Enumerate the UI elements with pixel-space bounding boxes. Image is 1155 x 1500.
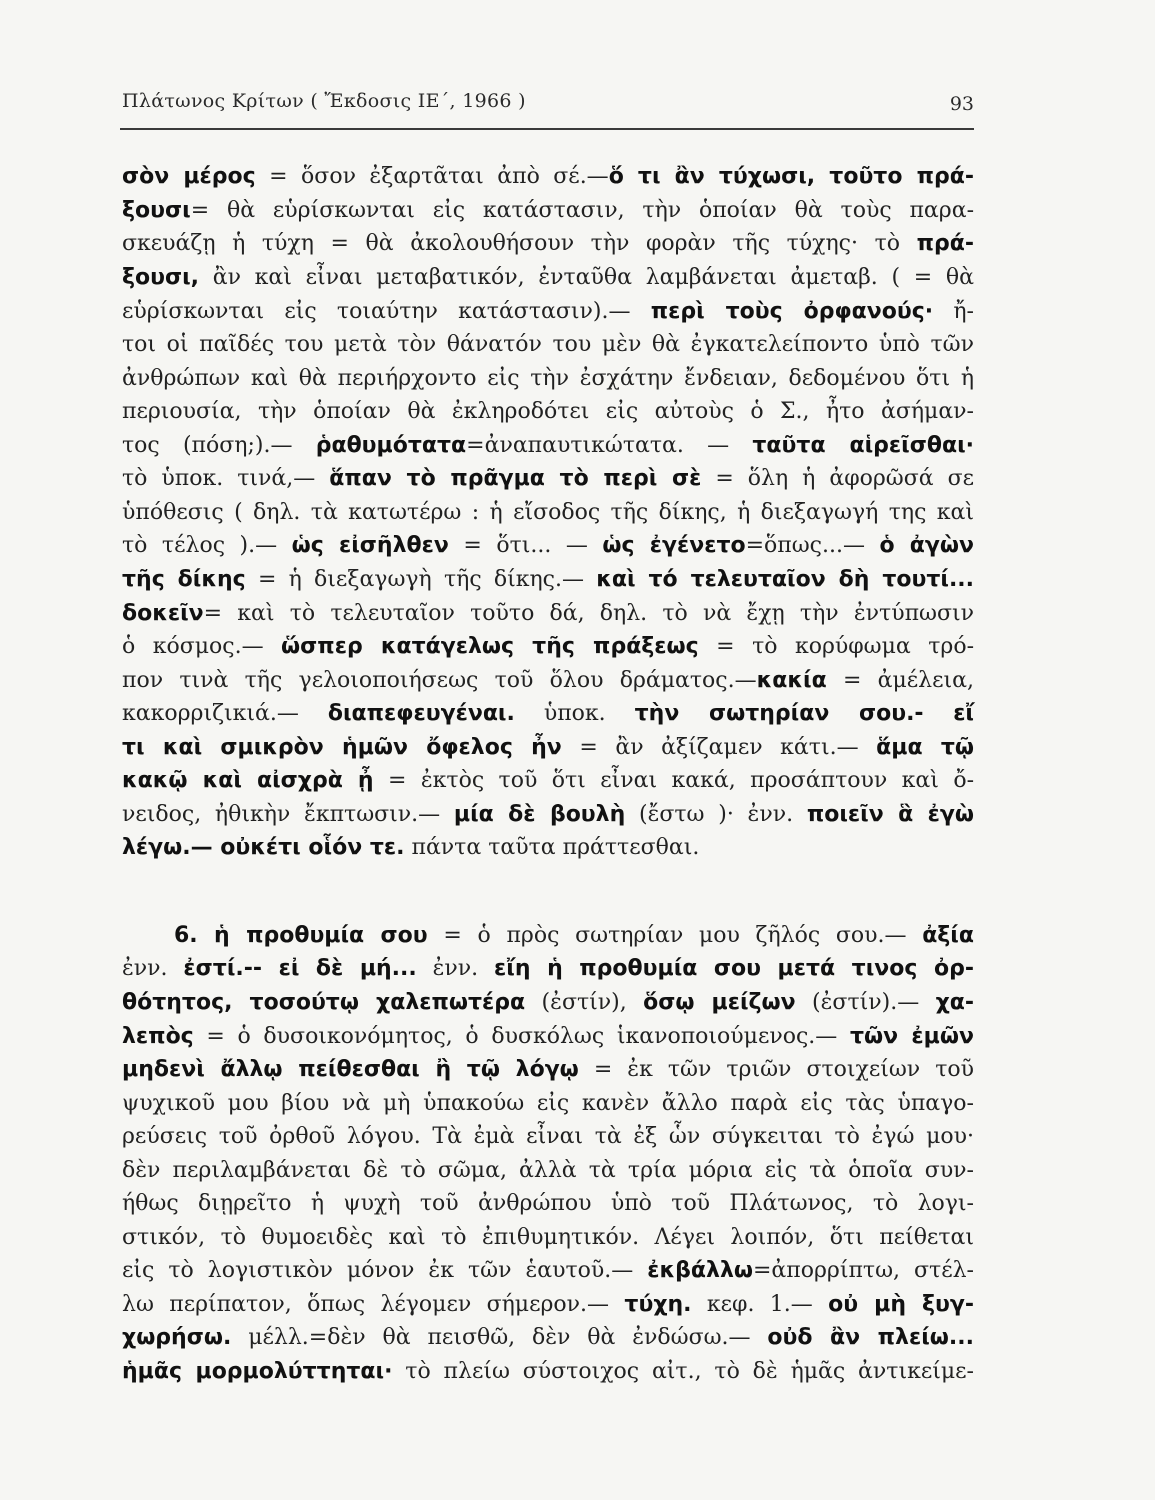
lemma-text: ὅ τι ἂν τύχωσι, τοῦτο πρά- xyxy=(608,164,974,189)
gloss-text: ὑπόθεσις ( δηλ. τὰ κατωτέρω : ἡ εἴσοδος τῆς δίκης, ἡ διεξαγωγή της καὶ xyxy=(122,500,974,525)
lemma-text: λεπὸς xyxy=(122,1024,194,1049)
text-line xyxy=(122,529,974,563)
text-line xyxy=(122,731,974,765)
text-line xyxy=(122,1087,974,1121)
gloss-text: = ἐκ τῶν τριῶν στοιχείων τοῦ xyxy=(578,1057,974,1082)
running-title: Πλάτωνος Κρίτων ( Ἔκδοσις ΙΕ΄, 1966 ) xyxy=(122,90,526,112)
lemma-text: τῆς δίκης xyxy=(122,567,246,592)
gloss-text: (ἐστίν), xyxy=(525,990,644,1015)
lemma-text: ξουσι xyxy=(122,198,191,223)
gloss-text: περιουσία, τὴν ὁποίαν θὰ ἐκληροδότει εἰς αὐτοὺς ὁ Σ., ἦτο ἀσήμαν- xyxy=(122,399,974,424)
lemma-text: πρά- xyxy=(916,231,974,256)
gloss-text: = θὰ εὑρίσκωνται εἰς κατάστασιν, τὴν ὁποίαν θὰ τοὺς παρα- xyxy=(190,198,974,223)
text-line xyxy=(122,227,974,261)
text-line xyxy=(122,362,974,396)
gloss-text: =ὅπως...— xyxy=(745,533,880,558)
gloss-text: = ὅσον ἐξαρτᾶται ἀπὸ σέ.— xyxy=(255,164,609,189)
running-head xyxy=(122,90,974,120)
page-number: 93 xyxy=(949,93,974,115)
lemma-text: ἅπαν τὸ πρᾶγμα τὸ περὶ σὲ xyxy=(329,466,702,491)
gloss-text: =ἀπορρίπτω, στέλ- xyxy=(752,1258,974,1283)
text-line xyxy=(122,1288,974,1322)
text-line xyxy=(122,986,974,1020)
lemma-text: 6. ἡ προθυμία σου xyxy=(174,923,428,948)
gloss-text: λω περίπατον, ὅπως λέγομεν σήμερον.— xyxy=(122,1292,625,1317)
lemma-text: χωρήσω. xyxy=(122,1325,232,1350)
gloss-text: πον τινὰ τῆς γελοιοποιήσεως τοῦ ὅλου δράματος.— xyxy=(122,668,757,693)
gloss-text: = τὸ κορύφωμα τρό- xyxy=(698,634,974,659)
text-line xyxy=(122,462,974,496)
text-line xyxy=(122,664,974,698)
lemma-text: λέγω.— οὐκέτι οἷόν τε. xyxy=(122,835,405,860)
lemma-text: καὶ τό τελευταῖον δὴ τουτί... xyxy=(596,567,975,592)
lemma-text: περὶ τοὺς ὀρφανούς· xyxy=(650,299,934,324)
text-line xyxy=(122,160,974,194)
gloss-text: = καὶ τὸ τελευταῖον τοῦτο δά, δηλ. τὸ νὰ ἔχῃ τὴν ἐντύπωσιν xyxy=(203,601,974,626)
text-line xyxy=(122,429,974,463)
text-line xyxy=(122,1221,974,1255)
gloss-text: ἐνν. xyxy=(122,956,184,981)
gloss-text: = ἐκτὸς τοῦ ὅτι εἶναι κακά, προσάπτουν καὶ ὄ- xyxy=(373,768,974,793)
gloss-text: εἰς τὸ λογιστικὸν μόνον ἐκ τῶν ἑαυτοῦ.— xyxy=(122,1258,648,1283)
lemma-text: ἅμα τῷ xyxy=(876,735,974,760)
text-line xyxy=(122,764,974,798)
lemma-text: ταῦτα αἱρεῖσθαι· xyxy=(752,433,975,458)
gloss-text: ἤ- xyxy=(933,299,974,324)
text-line xyxy=(122,630,974,664)
lemma-text: εἴη ἡ προθυμία σου μετά τινος ὀρ- xyxy=(494,956,974,981)
gloss-text: = ἡ διεξαγωγὴ τῆς δίκης.— xyxy=(245,567,597,592)
text-line xyxy=(122,1053,974,1087)
gloss-text: δὲν περιλαμβάνεται δὲ τὸ σῶμα, ἀλλὰ τὰ τρία μόρια εἰς τὰ ὁποῖα συν- xyxy=(122,1158,974,1183)
gloss-text: ἀνθρώπων καὶ θὰ περιήρχοντο εἰς τὴν ἐσχάτην ἔνδειαν, δεδομένου ὅτι ἡ xyxy=(122,366,974,391)
text-line xyxy=(122,1187,974,1221)
gloss-text: τὸ πλείω σύστοιχος αἰτ., τὸ δὲ ἡμᾶς ἀντικείμε- xyxy=(392,1359,974,1384)
text-line xyxy=(122,952,974,986)
lemma-text: σὸν μέρος xyxy=(122,164,256,189)
gloss-text: = ὁ πρὸς σωτηρίαν μου ζῆλός σου.— xyxy=(427,923,923,948)
gloss-text: στικόν, τὸ θυμοειδὲς καὶ τὸ ἐπιθυμητικόν. Λέγει λοιπόν, ὅτι πείθεται xyxy=(122,1225,974,1250)
gloss-text: = ὅλη ἡ ἀφορῶσά σε xyxy=(701,466,974,491)
lemma-text: κακῷ καὶ αἰσχρὰ ᾖ xyxy=(122,768,374,793)
text-line xyxy=(122,194,974,228)
gloss-text: ἐνν. xyxy=(416,956,495,981)
lemma-text: οὐδ ἂν πλείω... xyxy=(767,1325,974,1350)
lemma-text: ὡς ἐγένετο xyxy=(602,533,746,558)
gloss-text: ὁ κόσμος.— xyxy=(122,634,282,659)
lemma-text: τι καὶ σμικρὸν ἡμῶν ὄφελος ἦν xyxy=(122,735,562,760)
gloss-text: =ἀναπαυτικώτατα. — xyxy=(466,433,753,458)
lemma-text: ῥαθυμότατα xyxy=(315,433,467,458)
lemma-text: μία δὲ βουλὴ xyxy=(453,802,626,827)
gloss-text: = ἂν ἀξίζαμεν κάτι.— xyxy=(561,735,877,760)
lemma-text: δοκεῖν xyxy=(122,601,204,626)
text-line xyxy=(122,831,974,865)
lemma-text: κακία xyxy=(756,668,827,693)
text-line xyxy=(122,597,974,631)
lemma-text: τὴν σωτηρίαν σου.- εἴ xyxy=(634,701,975,726)
text-line xyxy=(122,697,974,731)
gloss-text: = ἀμέλεια, xyxy=(826,668,974,693)
gloss-text: (ἔστω )· ἐνν. xyxy=(625,802,807,827)
text-line xyxy=(122,295,974,329)
gloss-text: τος (πόση;).— xyxy=(122,433,316,458)
gloss-text: ἂν καὶ εἶναι μεταβατικόν, ἐνταῦθα λαμβάνεται ἀμεταβ. ( = θὰ xyxy=(199,265,974,290)
lemma-text: ποιεῖν ἃ ἐγὼ xyxy=(806,802,974,827)
gloss-text: νειδος, ἠθικὴν ἔκπτωσιν.— xyxy=(122,802,454,827)
gloss-text: σκευάζῃ ἡ τύχη = θὰ ἀκολουθήσουν τὴν φορὰν τῆς τύχης· τὸ xyxy=(122,231,917,256)
lemma-text: τῶν ἐμῶν xyxy=(849,1024,974,1049)
text-line xyxy=(122,919,974,953)
gloss-text: = ὁ δυσοικονόμητος, ὁ δυσκόλως ἱκανοποιούμενος.— xyxy=(193,1024,850,1049)
lemma-text: ἀξία xyxy=(922,923,974,948)
lemma-text: διαπεφευγέναι. xyxy=(327,701,515,726)
text-line xyxy=(122,1020,974,1054)
text-line xyxy=(122,261,974,295)
lemma-text: θότητος, τοσούτῳ χαλεπωτέρα xyxy=(122,990,526,1015)
text-line xyxy=(122,1355,974,1389)
text-line xyxy=(122,1154,974,1188)
lemma-text: ἐκβάλλω xyxy=(647,1258,753,1283)
gloss-text: εὑρίσκωνται εἰς τοιαύτην κατάστασιν).— xyxy=(122,299,651,324)
header-rule xyxy=(120,128,974,130)
gloss-text: ψυχικοῦ μου βίου νὰ μὴ ὑπακούω εἰς κανὲν ἄλλο παρὰ εἰς τὰς ὑπαγο- xyxy=(122,1091,974,1116)
lemma-text: ἐστί.-- εἰ δὲ μή... xyxy=(183,956,417,981)
gloss-text: κεφ. 1.— xyxy=(691,1292,829,1317)
lemma-text: ξουσι, xyxy=(122,265,200,290)
gloss-text: τὸ ὑποκ. τινά,— xyxy=(122,466,330,491)
gloss-text: (ἐστίν).— xyxy=(795,990,936,1015)
text-line xyxy=(122,328,974,362)
text-line xyxy=(122,1120,974,1154)
gloss-text: τοι οἱ παῖδές του μετὰ τὸν θάνατόν του μὲν θὰ ἐγκατελείποντο ὑπὸ τῶν xyxy=(122,332,974,357)
gloss-text: ὑποκ. xyxy=(514,701,635,726)
gloss-text: πάντα ταῦτα πράττεσθαι. xyxy=(404,835,700,860)
gloss-text: μέλλ.=δὲν θὰ πεισθῶ, δὲν θὰ ἐνδώσω.— xyxy=(231,1325,768,1350)
lemma-text: ὡς εἰσῆλθεν xyxy=(291,533,449,558)
gloss-text: ήθως διῃρεῖτο ἡ ψυχὴ τοῦ ἀνθρώπου ὑπὸ τοῦ Πλάτωνος, τὸ λογι- xyxy=(122,1191,974,1216)
text-line xyxy=(122,798,974,832)
text-line xyxy=(122,395,974,429)
lemma-text: οὐ μὴ ξυγ- xyxy=(828,1292,975,1317)
gloss-text: = ὅτι... — xyxy=(448,533,603,558)
lemma-text: χα- xyxy=(935,990,975,1015)
lemma-text: ἡμᾶς μορμολύττηται· xyxy=(122,1359,393,1384)
text-line xyxy=(122,563,974,597)
lemma-text: ὁ ἀγὼν xyxy=(879,533,975,558)
gloss-text: τὸ τέλος ).— xyxy=(122,533,292,558)
lemma-text: ὥσπερ κατάγελως τῆς πράξεως xyxy=(281,634,699,659)
text-line xyxy=(122,1254,974,1288)
gloss-text: κακορριζικιά.— xyxy=(122,701,328,726)
text-line xyxy=(122,1321,974,1355)
lemma-text: ὅσῳ μείζων xyxy=(643,990,796,1015)
text-line xyxy=(122,496,974,530)
lemma-text: τύχη. xyxy=(624,1292,692,1317)
lemma-text: μηδενὶ ἄλλῳ πείθεσθαι ἢ τῷ λόγῳ xyxy=(122,1057,579,1082)
gloss-text: ρεύσεις τοῦ ὀρθοῦ λόγου. Τὰ ἐμὰ εἶναι τὰ ἐξ ὧν σύγκειται τὸ ἐγώ μου· xyxy=(122,1124,974,1149)
